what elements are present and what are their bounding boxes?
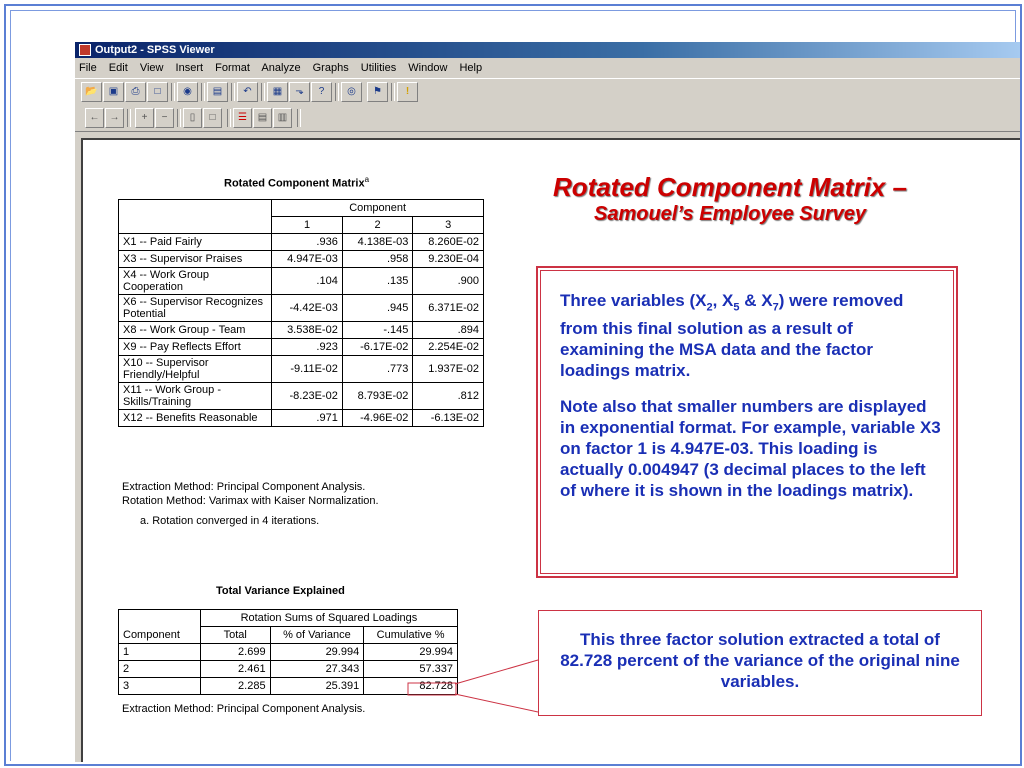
rcm-note-rotation: Rotation Method: Varimax with Kaiser Normalization. (122, 495, 379, 507)
loading-cell: .900 (413, 268, 484, 295)
slide-title-line1: Rotated Component Matrix – (553, 172, 907, 202)
loading-cell: .923 (272, 339, 343, 356)
insert-text-icon[interactable]: ▥ (273, 108, 292, 128)
loading-cell: .945 (342, 295, 413, 322)
window-title: Output2 - SPSS Viewer (95, 44, 215, 56)
row-label: X4 -- Work Group Cooperation (119, 268, 272, 295)
variance-cell: 27.343 (270, 661, 364, 678)
menu-analyze[interactable]: Analyze (261, 62, 301, 74)
loading-cell: .971 (272, 410, 343, 427)
rcm-col-header: 3 (413, 217, 484, 234)
removed-variables-text: Three variables ($X_2$, $X_5$ & $X_7$) were removed from this final solution as a result of examining the MSA data and the factor loadings matrix. (560, 291, 904, 381)
loading-cell: .894 (413, 322, 484, 339)
tve-col-header: Total (200, 627, 270, 644)
menu-window[interactable]: Window (408, 62, 448, 74)
designate-window-icon[interactable]: ⚑ (367, 82, 388, 102)
loading-cell: 3.538E-02 (272, 322, 343, 339)
loading-cell: -4.42E-03 (272, 295, 343, 322)
goto-case-icon[interactable]: ⬎ (289, 82, 310, 102)
rcm-title: Rotated Component Matrix$^a$ (224, 175, 370, 190)
print-icon[interactable]: ⎙ (125, 82, 146, 102)
row-label: X12 -- Benefits Reasonable (119, 410, 272, 427)
undo-icon[interactable]: ↶ (237, 82, 258, 102)
row-label: X1 -- Paid Fairly (119, 234, 272, 251)
run-icon[interactable]: ! (397, 82, 418, 102)
loading-cell: 8.260E-02 (413, 234, 484, 251)
row-label: X11 -- Work Group - Skills/Training (119, 383, 272, 410)
rcm-footnote: a. Rotation converged in 4 iterations. (140, 515, 320, 527)
tve-title: Total Variance Explained (216, 585, 345, 597)
cumulative-cell: 82.728 (364, 678, 458, 695)
loading-cell: .958 (342, 251, 413, 268)
loading-cell: 9.230E-04 (413, 251, 484, 268)
total-cell: 2.285 (200, 678, 270, 695)
variance-summary-text: This three factor solution extracted a total of 82.728 percent of the variance of the original nine variables. (560, 630, 960, 691)
menu-file[interactable]: File (79, 62, 97, 74)
exponential-format-note: Note also that smaller numbers are displayed in exponential format. For example, variable X3 on factor 1 is 4.947E-03. This loading is actually 0.004947 (3 decimal places to the left of where it is shown in the loadings matrix). (560, 397, 941, 500)
loading-cell: 1.937E-02 (413, 356, 484, 383)
row-label: X6 -- Supervisor Recognizes Potential (119, 295, 272, 322)
menu-format[interactable]: Format (215, 62, 250, 74)
loading-cell: 4.947E-03 (272, 251, 343, 268)
cumulative-cell: 29.994 (364, 644, 458, 661)
menu-graphs[interactable]: Graphs (312, 62, 349, 74)
hide-icon[interactable]: □ (203, 108, 222, 128)
rcm-title-footnote-marker: a (364, 175, 370, 184)
loading-cell: -.145 (342, 322, 413, 339)
variance-summary-callout (538, 610, 982, 716)
menu-view[interactable]: View (139, 62, 164, 74)
loading-cell: .135 (342, 268, 413, 295)
tve-note-extraction: Extraction Method: Principal Component Analysis. (122, 703, 366, 715)
row-label: X3 -- Supervisor Praises (119, 251, 272, 268)
row-label: X8 -- Work Group - Team (119, 322, 272, 339)
variables-icon[interactable]: ? (311, 82, 332, 102)
tve-col-header: Cumulative % (364, 627, 458, 644)
row-label: X9 -- Pay Reflects Effort (119, 339, 272, 356)
loading-cell: -6.17E-02 (342, 339, 413, 356)
component-cell: 1 (119, 644, 201, 661)
tve-col-header: Component (119, 627, 201, 644)
component-cell: 3 (119, 678, 201, 695)
menu-edit[interactable]: Edit (108, 62, 128, 74)
collapse-icon[interactable]: − (155, 108, 174, 128)
insert-heading-icon[interactable]: ☰ (233, 108, 252, 128)
print-preview-icon[interactable]: □ (147, 82, 168, 102)
slide-title-line2: Samouel’s Employee Survey (594, 203, 866, 225)
loading-cell: -8.23E-02 (272, 383, 343, 410)
save-icon[interactable]: ▣ (103, 82, 124, 102)
loading-cell: -4.96E-02 (342, 410, 413, 427)
open-icon[interactable]: 📂 (81, 82, 102, 102)
dialog-recall-icon[interactable]: ▤ (207, 82, 228, 102)
variance-cell: 25.391 (270, 678, 364, 695)
tve-col-header: % of Variance (270, 627, 364, 644)
component-cell: 2 (119, 661, 201, 678)
loading-cell: -9.11E-02 (272, 356, 343, 383)
insert-title-icon[interactable]: ▤ (253, 108, 272, 128)
menu-insert[interactable]: Insert (175, 62, 204, 74)
cumulative-cell: 57.337 (364, 661, 458, 678)
loading-cell: .936 (272, 234, 343, 251)
loading-cell: 4.138E-03 (342, 234, 413, 251)
export-icon[interactable]: ◉ (177, 82, 198, 102)
show-icon[interactable]: ▯ (183, 108, 202, 128)
loading-cell: .773 (342, 356, 413, 383)
loading-cell: .812 (413, 383, 484, 410)
total-cell: 2.699 (200, 644, 270, 661)
row-label: X10 -- Supervisor Friendly/Helpful (119, 356, 272, 383)
loading-cell: .104 (272, 268, 343, 295)
menu-utilities[interactable]: Utilities (360, 62, 397, 74)
loading-cell: 6.371E-02 (413, 295, 484, 322)
menu-help[interactable]: Help (459, 62, 483, 74)
rcm-note-extraction: Extraction Method: Principal Component Analysis. (122, 481, 366, 493)
rcm-col-header: 2 (342, 217, 413, 234)
loading-cell: 2.254E-02 (413, 339, 484, 356)
promote-icon[interactable]: ← (85, 108, 104, 128)
total-cell: 2.461 (200, 661, 270, 678)
variance-cell: 29.994 (270, 644, 364, 661)
tve-group-header: Rotation Sums of Squared Loadings (200, 610, 457, 627)
expand-icon[interactable]: + (135, 108, 154, 128)
loading-cell: -6.13E-02 (413, 410, 484, 427)
loading-cell: 8.793E-02 (342, 383, 413, 410)
rcm-group-header: Component (272, 200, 484, 217)
rcm-col-header: 1 (272, 217, 343, 234)
demote-icon[interactable]: → (105, 108, 124, 128)
use-sets-icon[interactable]: ◎ (341, 82, 362, 102)
goto-data-icon[interactable]: ▦ (267, 82, 288, 102)
